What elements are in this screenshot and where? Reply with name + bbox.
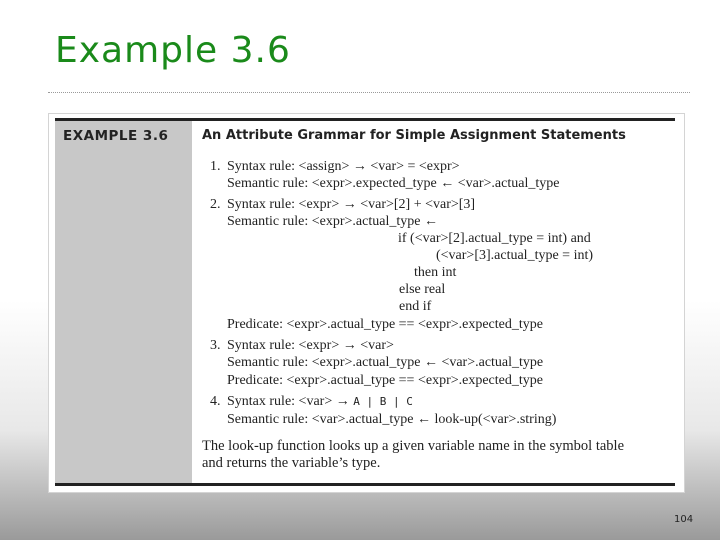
- rule-2-condition-1: if (<var>[2].actual_type = int) and: [398, 231, 591, 246]
- rule-2-endif: end if: [399, 299, 432, 314]
- rule-2-syntax: Syntax rule: <expr> → <var>[2] + <var>[3]: [227, 197, 476, 212]
- slide-title: Example 3.6: [55, 30, 291, 71]
- rule-number: 1.: [210, 159, 221, 174]
- rule-2-semantic: Semantic rule: <expr>.actual_type ←: [227, 214, 438, 229]
- footer-note-line-1: The look-up function looks up a given variable name in the symbol table: [202, 438, 625, 454]
- rule-number: 4.: [210, 394, 221, 409]
- rule-number: 3.: [210, 338, 221, 353]
- example-label: EXAMPLE 3.6: [63, 128, 169, 144]
- rule-4-semantic: Semantic rule: <var>.actual_type ← look-up(<var>.string): [227, 412, 557, 427]
- rule-2-condition-2: (<var>[3].actual_type = int): [436, 248, 594, 263]
- rule-number: 2.: [210, 197, 221, 212]
- rule-2-else: else real: [399, 282, 446, 297]
- page-number: 104: [674, 514, 694, 525]
- title-divider: [48, 92, 690, 93]
- footer-note-line-2: and returns the variable’s type.: [202, 455, 381, 471]
- rule-4-terminals: A | B | C: [353, 395, 413, 408]
- rule-4-syntax-lhs: Syntax rule: <var> →: [227, 394, 350, 409]
- rule-1-semantic: Semantic rule: <expr>.expected_type ← <var>.actual_type: [227, 176, 560, 191]
- rule-3-predicate: Predicate: <expr>.actual_type == <expr>.expected_type: [227, 373, 543, 388]
- rule-2-predicate: Predicate: <expr>.actual_type == <expr>.expected_type: [227, 317, 543, 332]
- rule-1-syntax: Syntax rule: <assign> → <var> = <expr>: [227, 159, 460, 174]
- rule-3-semantic: Semantic rule: <expr>.actual_type ← <var>.actual_type: [227, 355, 544, 370]
- example-heading: An Attribute Grammar for Simple Assignment Statements: [202, 128, 626, 143]
- example-box: [55, 118, 675, 486]
- rule-2-then: then int: [414, 265, 457, 280]
- rule-4-syntax: [227, 393, 413, 410]
- example-sidebar: [55, 121, 192, 483]
- rule-3-syntax: Syntax rule: <expr> → <var>: [227, 338, 394, 353]
